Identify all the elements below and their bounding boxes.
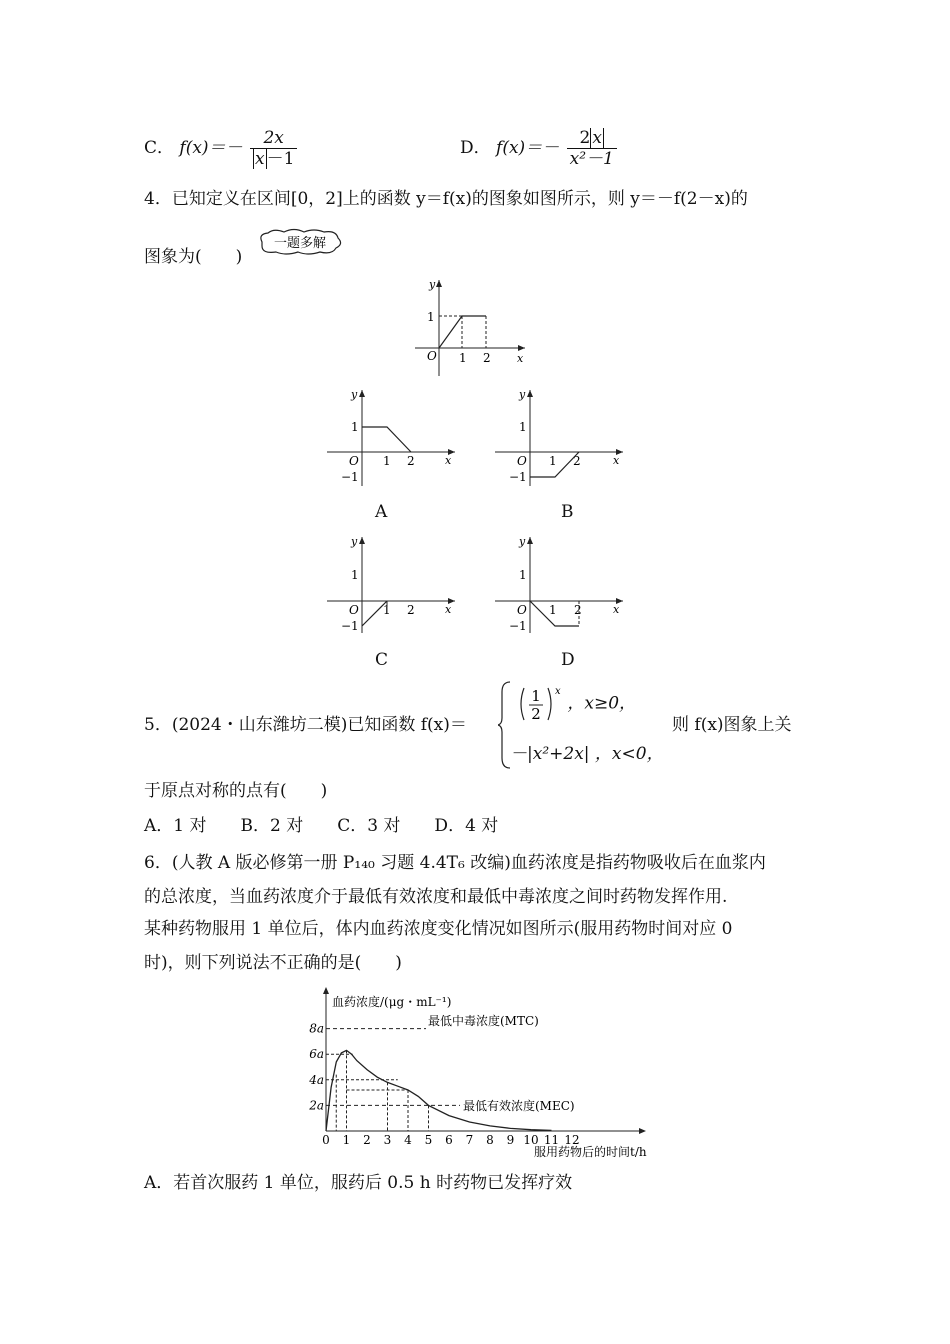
option-d-denominator: x²－1 (569, 149, 614, 169)
chart-x-tick-4: 4 (404, 1133, 412, 1147)
svg-text:y: y (519, 535, 526, 548)
q4-line1: 4．已知定义在区间[0，2]上的函数 y＝f(x)的图象如图所示，则 y＝－f(2－x)的 (144, 189, 748, 209)
svg-text:O: O (517, 454, 527, 468)
svg-text:O: O (517, 603, 527, 617)
q5-case2-expr: －|x²+2x| (510, 744, 590, 764)
chart-x-tick-5: 5 (424, 1133, 433, 1147)
svg-text:x: x (613, 454, 620, 467)
svg-text:1: 1 (351, 568, 359, 582)
chart-mtc-label: 最低中毒浓度(MTC) (428, 1014, 539, 1028)
chart-x-tick-12: 12 (564, 1133, 580, 1147)
svg-text:y: y (351, 388, 358, 401)
svg-text:1: 1 (531, 687, 541, 705)
svg-text:x: x (445, 603, 452, 616)
svg-text:1: 1 (549, 454, 557, 468)
option-c-fraction (250, 128, 297, 169)
q5-prefix: 5．(2024・山东潍坊二模)已知函数 f(x)＝ (144, 715, 467, 735)
chart-x-tick-6: 6 (445, 1133, 453, 1147)
svg-text:2: 2 (407, 603, 415, 617)
chart-x-tick-3: 3 (383, 1133, 392, 1147)
chart-mec-label: 最低有效浓度(MEC) (463, 1099, 575, 1113)
q5-options: A．1 对 B．2 对 C．3 对 D．4 对 (144, 816, 499, 836)
chart-x-tick-7: 7 (465, 1133, 474, 1147)
chart-x-tick-2: 2 (363, 1133, 371, 1147)
graph-b (493, 388, 628, 488)
svg-text:x: x (517, 352, 524, 365)
q5-case2-cond: ，x<0， (594, 744, 664, 764)
option-d-num-pre: 2 (579, 128, 591, 148)
q5-case1-half-power (516, 684, 562, 724)
option-c-den-rest: －1 (266, 149, 295, 169)
graph-c (325, 535, 460, 635)
q6-line3: 某种药物服用 1 单位后，体内血药浓度变化情况如图所示(服用药物时间对应 0 (144, 919, 733, 939)
chart-x-tick-11: 11 (543, 1133, 560, 1147)
svg-text:1: 1 (351, 420, 359, 434)
chart-x-tick-8: 8 (486, 1133, 494, 1147)
q4-line2: 图象为( ) (144, 247, 243, 267)
drug-concentration-chart (300, 985, 670, 1163)
chart-x-arrow (639, 1128, 646, 1134)
svg-text:y: y (429, 278, 436, 291)
svg-text:−1: −1 (341, 470, 359, 484)
graph-d (493, 535, 628, 635)
svg-text:−1: −1 (509, 470, 527, 484)
graph-original (405, 278, 530, 378)
svg-text:O: O (427, 349, 437, 363)
svg-text:O: O (349, 454, 359, 468)
q5-case2 (510, 743, 664, 765)
svg-text:y: y (519, 388, 526, 401)
option-d-num-abs: x (592, 128, 602, 148)
q5-case1-cond: ，x≥0， (567, 693, 637, 714)
option-label-c: C (375, 650, 389, 670)
svg-text:2: 2 (407, 454, 415, 468)
q5-case1 (516, 684, 636, 724)
option-c-numerator: 2x (250, 128, 297, 149)
svg-text:2: 2 (574, 603, 582, 617)
chart-y-tick-4a: 4a (309, 1072, 324, 1087)
chart-x-tick-9: 9 (506, 1133, 515, 1147)
chart-xlabel: 服用药物后的时间t/h (534, 1145, 647, 1159)
svg-text:1: 1 (383, 454, 391, 468)
svg-text:1: 1 (459, 351, 467, 365)
option-label-a: A (375, 502, 388, 522)
svg-text:2: 2 (531, 705, 541, 723)
q6-line1: 6．(人教 A 版必修第一册 P₁₄₀ 习题 4.4T₆ 改编)血药浓度是指药物吸收后在血浆内 (144, 853, 766, 873)
svg-text:−1: −1 (509, 619, 527, 633)
svg-text:x: x (445, 454, 452, 467)
q5-suffix: 则 f(x)图象上关 (672, 715, 792, 735)
chart-x-tick-0: 0 (322, 1133, 330, 1147)
option-d-func: f(x)＝－ (496, 138, 560, 158)
chart-ylabel: 血药浓度/(μg・mL⁻¹) (332, 995, 452, 1009)
svg-text:−1: −1 (341, 619, 359, 633)
graph-a (325, 388, 460, 488)
chart-x-tick-10: 10 (523, 1133, 539, 1147)
svg-text:1: 1 (519, 568, 527, 582)
svg-text:1: 1 (519, 420, 527, 434)
option-d (460, 128, 619, 169)
chart-x-tick-1: 1 (342, 1133, 351, 1147)
option-label-d: D (561, 650, 575, 670)
svg-text:1: 1 (427, 310, 435, 324)
option-label-b: B (561, 502, 574, 522)
option-d-label: D． (460, 138, 491, 158)
q6-line2: 的总浓度，当血药浓度介于最低有效浓度和最低中毒浓度之间时药物发挥作用. (144, 887, 728, 907)
chart-y-arrow (323, 987, 329, 994)
badge-cloud (256, 228, 344, 256)
svg-text:O: O (349, 603, 359, 617)
option-c (144, 128, 299, 169)
option-d-fraction (567, 128, 617, 169)
q6-line4: 时)，则下列说法不正确的是( ) (144, 953, 402, 973)
svg-text:1: 1 (549, 603, 557, 617)
svg-text:x: x (555, 686, 561, 697)
svg-text:y: y (351, 535, 358, 548)
badge-text: 一题多解 (273, 236, 327, 251)
chart-y-tick-2a: 2a (309, 1098, 324, 1113)
svg-text:2: 2 (483, 351, 491, 365)
svg-text:x: x (613, 603, 620, 616)
q5-line2: 于原点对称的点有( ) (144, 781, 328, 801)
svg-text:2: 2 (573, 454, 581, 468)
option-c-func: f(x)＝－ (179, 138, 243, 158)
chart-y-tick-8a: 8a (309, 1021, 324, 1036)
chart-y-tick-6a: 6a (309, 1047, 324, 1062)
option-c-den-abs: x (254, 149, 265, 169)
q6-option-a: A．若首次服药 1 单位，服药后 0.5 h 时药物已发挥疗效 (144, 1173, 573, 1193)
svg-text:1: 1 (383, 603, 391, 617)
chart-series-line (326, 1050, 552, 1131)
option-c-label: C． (144, 138, 175, 158)
